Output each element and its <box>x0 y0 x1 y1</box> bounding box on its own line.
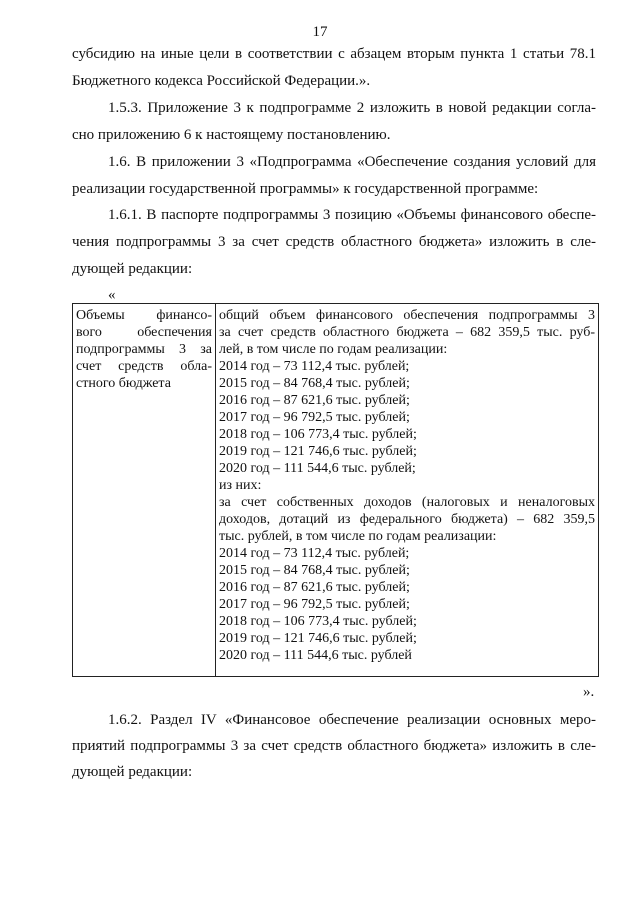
paragraph-line: 1.6.2. Раздел IV «Финансовое обеспечение реализации основных меро- <box>108 712 596 728</box>
paragraph-line: 1.6. В приложении 3 «Подпрограмма «Обеспечение создания условий для <box>108 154 596 170</box>
paragraph-line: дующей редакции: <box>72 261 193 277</box>
label-line: счет средств обла- <box>76 359 212 374</box>
year-line: 2014 год – 73 112,4 тыс. рублей; <box>219 359 410 374</box>
paragraph-line: 1.5.3. Приложение 3 к подпрограмме 2 изложить в новой редакции согла- <box>108 100 596 116</box>
year-line: 2015 год – 84 768,4 тыс. рублей; <box>219 563 410 578</box>
paragraph-line: 1.6.1. В паспорте подпрограммы 3 позицию «Объемы финансового обеспе- <box>108 207 596 223</box>
value-line: тыс. рублей, в том числе по годам реализации: <box>219 529 497 544</box>
paragraph-line: Бюджетного кодекса Российской Федерации.». <box>72 73 371 89</box>
page-number: 17 <box>312 24 328 40</box>
table-row <box>73 304 599 677</box>
label-line: стного бюджета <box>76 376 171 391</box>
paragraph-line: сно приложению 6 к настоящему постановлению. <box>72 127 391 143</box>
value-line: за счет средств областного бюджета – 682 359,5 тыс. руб- <box>219 325 595 340</box>
year-line: 2016 год – 87 621,6 тыс. рублей; <box>219 393 410 408</box>
year-line: 2020 год – 111 544,6 тыс. рублей; <box>219 461 416 476</box>
paragraph-line: дующей редакции: <box>72 764 193 780</box>
opening-quote: « <box>108 287 116 303</box>
table-cell-label <box>73 304 216 677</box>
label-line: вого обеспечения <box>76 325 212 340</box>
year-line: 2014 год – 73 112,4 тыс. рублей; <box>219 546 410 561</box>
value-line: лей, в том числе по годам реализации: <box>219 342 448 357</box>
closing-quote: ». <box>583 684 595 700</box>
financing-table <box>72 303 599 677</box>
paragraph-line: реализации государственной программы» к государственной программе: <box>72 181 539 197</box>
year-line: 2019 год – 121 746,6 тыс. рублей; <box>219 444 417 459</box>
year-line: 2015 год – 84 768,4 тыс. рублей; <box>219 376 410 391</box>
label-line: подпрограммы 3 за <box>76 342 212 357</box>
paragraph-line: приятий подпрограммы 3 за счет средств областного бюджета» изложить в сле- <box>72 738 596 754</box>
year-line: 2018 год – 106 773,4 тыс. рублей; <box>219 427 417 442</box>
value-line: доходов, дотаций из федерального бюджета) – 682 359,5 <box>219 512 595 527</box>
year-line: 2017 год – 96 792,5 тыс. рублей; <box>219 597 410 612</box>
value-line: за счет собственных доходов (налоговых и неналоговых <box>219 495 595 510</box>
paragraph-line: чения подпрограммы 3 за счет средств областного бюджета» изложить в сле- <box>72 234 596 250</box>
label-line: Объемы финансо- <box>76 308 212 323</box>
year-line: 2017 год – 96 792,5 тыс. рублей; <box>219 410 410 425</box>
year-line: 2018 год – 106 773,4 тыс. рублей; <box>219 614 417 629</box>
value-line: из них: <box>219 478 262 493</box>
value-line: общий объем финансового обеспечения подпрограммы 3 <box>219 308 595 323</box>
year-line: 2019 год – 121 746,6 тыс. рублей; <box>219 631 417 646</box>
year-line: 2016 год – 87 621,6 тыс. рублей; <box>219 580 410 595</box>
paragraph-line: субсидию на иные цели в соответствии с абзацем вторым пункта 1 статьи 78.1 <box>72 46 596 62</box>
year-line: 2020 год – 111 544,6 тыс. рублей <box>219 648 412 663</box>
table-cell-value <box>216 304 599 677</box>
